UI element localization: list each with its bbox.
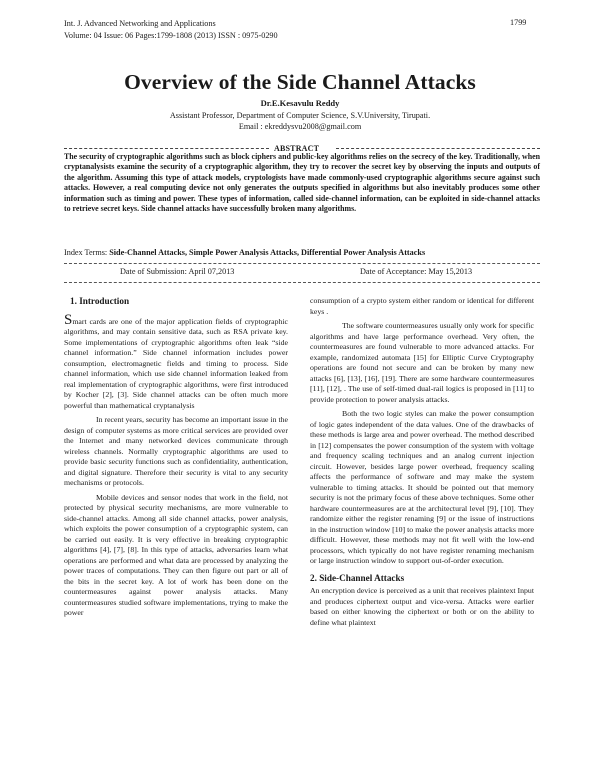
abstract-text: The security of cryptographic algorithms such as block ciphers and public-key algorithms relies on the secrecy of the key. Traditionally, when cryptanalysists examine the security of a cryptographic algorithm, they try to recover the secret key by observing the inputs and outputs of the algorithm. Assuming this type of attack models, cryptologists have made commonly-used cryptographic algorithms secure against such attacks. However, a real computing device not only generates the outputs specified in algorithms but also inevitably produces some other information such as timing and power. These types of information, called side-channel information, can be exploited in side-channel attacks to retrieve secret keys. Side channel attacks have successfully broken many algorithms. xyxy=(64,152,540,214)
author-name: Dr.E.Kesavulu Reddy xyxy=(260,98,340,108)
abstract-rule-right xyxy=(336,148,540,149)
abstract-label: ABSTRACT xyxy=(274,144,320,153)
section-heading-side-channel-attacks: 2. Side-Channel Attacks xyxy=(310,572,405,583)
intro-paragraph-2: In recent years, security has become an important issue in the design of computer systems as more critical services are provided over the Internet and many networked devices communicate through wireless channels. Normally cryptographic algorithms are used to provide basic security functions such as confidentiality, authentication, and digital signature. Therefore their security is vital to any security mechanisms or protocols. xyxy=(64,415,288,487)
intro-paragraph-5: The software countermeasures usually only work for specific algorithms and have large performance overhead. Very often, the countermeasures are found vulnerable to more advanced attacks. For example, randomized automata [15] for Elliptic Curve Cryptography operations are found not secure and can be broken by many new attacks [6], [13], [16], [19]. There are some hardware countermeasures [11], [12], . The use of self-timed dual-rail logics is proposed in [11] to provide protection to power analysis attacks. xyxy=(310,321,534,404)
index-terms-label: Index Terms: xyxy=(64,248,110,257)
drop-cap: S xyxy=(64,311,73,328)
intro-paragraph-3: Mobile devices and sensor nodes that work in the field, not protected by physical security mechanisms, are more vulnerable to side-channel attacks. Among all side channel attacks, power analysis, which exploits the power consumption of a cryptographic system, can be carried out easily. It is very effective in breaking cryptographic algorithms [4], [7], [8]. In this type of attacks, adversaries learn what operations are performed and what data are processed by analyzing the power traces of computations. They can then figure out part or all of the bits in the secret key. A lot of work has been done on the countermeasures against power analysis attacks. Many countermeasures studied software implementations, trying to make the power xyxy=(64,492,288,617)
author-affiliation: Assistant Professor, Department of Computer Science, S.V.University, Tirupati. xyxy=(169,111,431,120)
intro-paragraph-1 xyxy=(64,311,288,412)
paper-title: Overview of the Side Channel Attacks xyxy=(124,70,476,94)
abstract-rule-left xyxy=(64,148,269,149)
page-number: 1799 xyxy=(510,18,527,27)
abstract-divider xyxy=(64,144,540,152)
left-column xyxy=(64,296,288,623)
right-column xyxy=(310,296,534,632)
section-heading-introduction: 1. Introduction xyxy=(70,296,130,306)
intro-paragraph-4: consumption of a crypto system either random or identical for different keys . xyxy=(310,296,534,316)
intro-paragraph-6: Both the two logic styles can make the power consumption of logic gates independent of the data values. One of the drawbacks of these methods is large area and power overhead. The method described in [12] compensates the power consumption of the system with voltage and frequency scaling techniques and an analog current injection circuit. However, besides large power overhead, frequency scaling affects the performance of software and may make the system vulnerable to timing attacks. It should be pointed out that memory security is not the primary focus of these above techniques. Some other hardware countermeasures are at the architectural level [9], [10]. They randomize either the register renaming [9] or the issue of instructions in the instruction window [10] to make the power analysis attacks more difficult. However, these methods may not fit well with the low-end processors, which typically do not have register renaming mechanism or large instruction window to support out-of-order execution. xyxy=(310,409,534,565)
intro-paragraph-1-text: mart cards are one of the major application fields of cryptographic algorithms, and may contain sensitive data, such as RSA private key. Some implementations of cryptographic algorithms often leak “side channel information.” Side channel information includes power consumption, electromagnetic fields and timing to process. Side channel information, which use side channel information leaked from real implementation of cryptographic algorithms, were first introduced by Kocher [2], [3]. Side channel attacks can be often much more powerful than mathematical cryptanalysis xyxy=(64,316,288,410)
volume-line: Volume: 04 Issue: 06 Pages:1799-1808 (2013) ISSN : 0975-0290 xyxy=(64,30,278,40)
submission-date: Date of Submission: April 07,2013 xyxy=(120,267,235,276)
section2-paragraph-1: An encryption device is perceived as a unit that receives plaintext Input and produces ciphertext output and vice-versa. Attacks were earlier based on either knowing the ciphertext or both or on the ability to define what plaintext xyxy=(310,586,534,627)
journal-header xyxy=(64,18,278,41)
index-terms-list: Side-Channel Attacks, Simple Power Analysis Attacks, Differential Power Analysis Attacks xyxy=(109,248,426,257)
author-info xyxy=(0,110,600,132)
author-email: Email : ekreddysvu2008@gmail.com xyxy=(238,122,362,131)
acceptance-date: Date of Acceptance: May 15,2013 xyxy=(360,267,473,276)
index-terms xyxy=(64,248,540,257)
divider-top xyxy=(64,263,540,264)
divider-bottom xyxy=(64,282,540,283)
journal-name: Int. J. Advanced Networking and Applications xyxy=(64,19,216,28)
